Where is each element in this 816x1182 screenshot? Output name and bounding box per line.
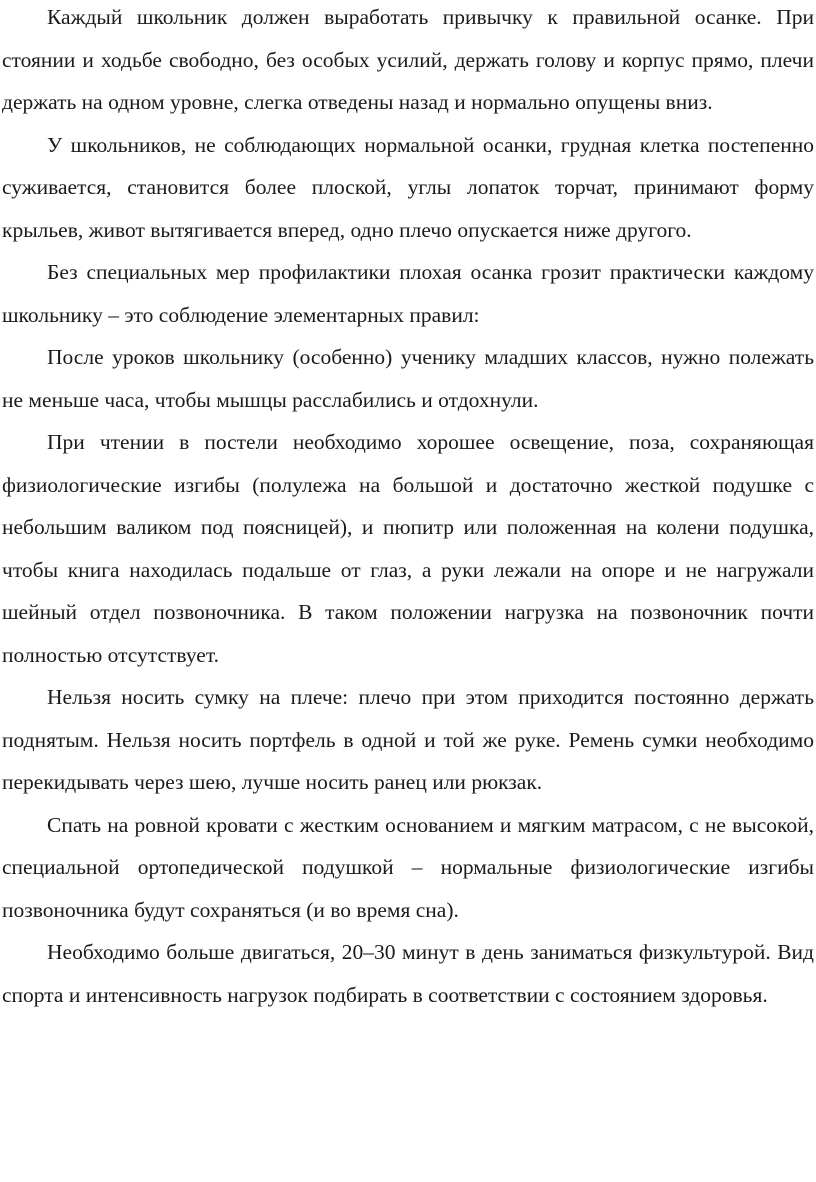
paragraph-sleeping: Спать на ровной кровати с жестким основанием и мягким матрасом, с не высокой, специальной ортопедической подушкой – нормальные физиологические изгибы позвоночника будут сохраняться (и во время сна). [2,812,814,922]
document-body [2,0,814,1016]
paragraph-carrying-bags: Нельзя носить сумку на плече: плечо при этом приходится постоянно держать поднятым. Нельзя носить портфель в одной и той же руке. Ремень сумки необходимо перекидывать через шею, лучше носить ранец или рюкзак. [2,685,814,794]
paragraph-posture-habit: Каждый школьник должен выработать привычку к правильной осанке. При стоянии и ходьбе свободно, без особых усилий, держать голову и корпус прямо, плечи держать на одном уровне, слегка отведены назад и нормально опущены вниз. [2,5,814,114]
paragraph-rest-after-school: После уроков школьнику (особенно) ученику младших классов, нужно полежать не меньше часа, чтобы мышцы расслабились и отдохнули. [2,345,814,412]
paragraph-reading-in-bed: При чтении в постели необходимо хорошее освещение, поза, сохраняющая физиологические изгибы (полулежа на большой и достаточно жесткой подушке с небольшим валиком под поясницей), и пюпитр или положенная на колени подушка, чтобы книга находилась подальше от глаз, а руки лежали на опоре и не нагружали шейный отдел позвоночника. В таком положении нагрузка на позвоночник почти полностью отсутствует. [2,430,814,667]
paragraph-prevention-rules: Без специальных мер профилактики плохая осанка грозит практически каждому школьнику – это соблюдение элементарных правил: [2,260,814,327]
paragraph-poor-posture-effects: У школьников, не соблюдающих нормальной осанки, грудная клетка постепенно суживается, становится более плоской, углы лопаток торчат, принимают форму крыльев, живот вытягивается вперед, одно плечо опускается ниже другого. [2,132,814,242]
paragraph-exercise: Необходимо больше двигаться, 20–30 минут в день заниматься физкультурой. Вид спорта и интенсивность нагрузок подбирать в соответствии с состоянием здоровья. [2,940,814,1007]
